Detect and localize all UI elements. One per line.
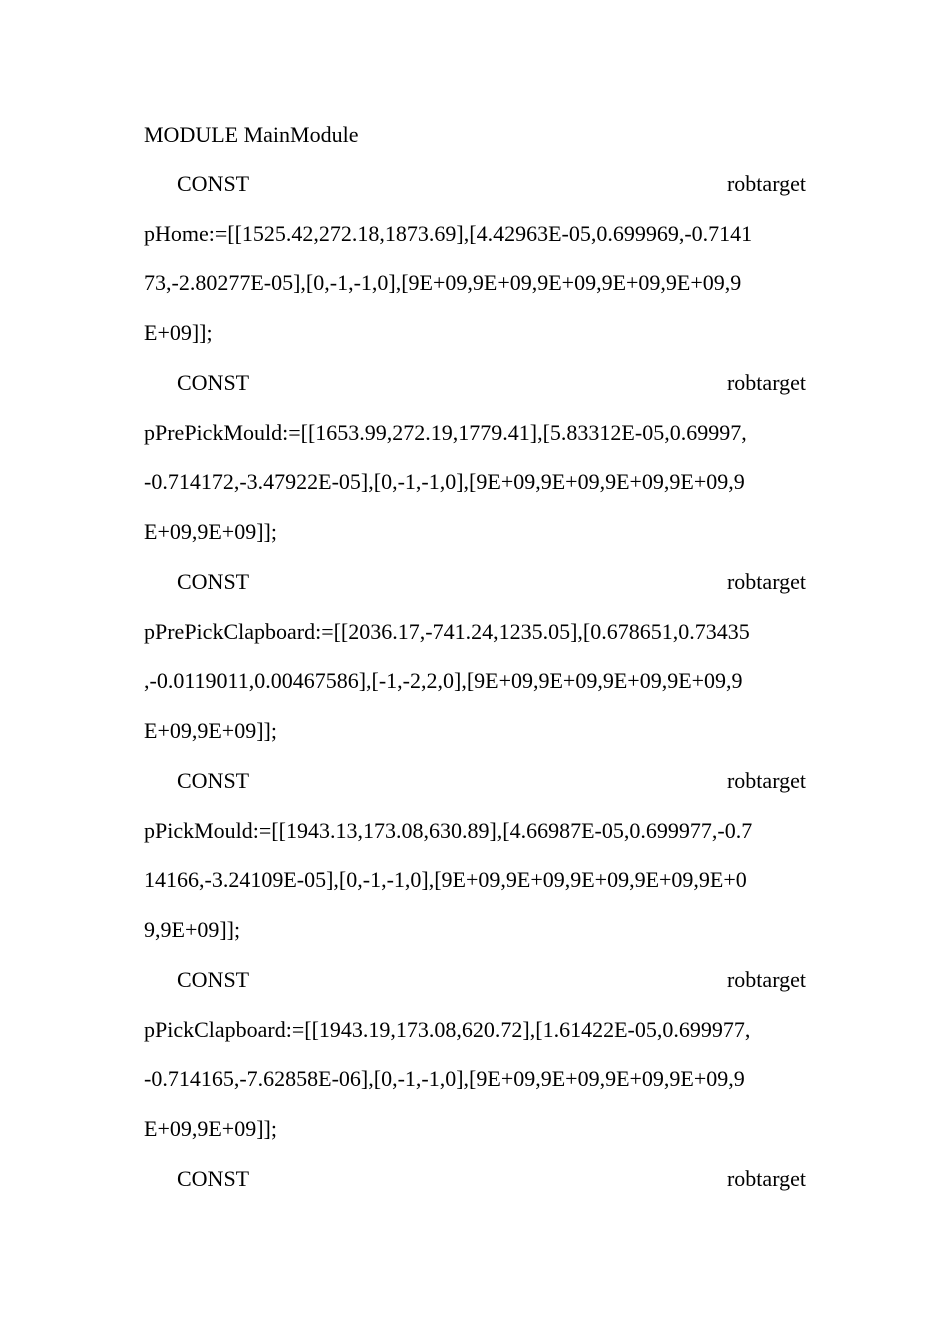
const-keyword: CONST (177, 768, 250, 793)
module-line: MODULE MainModule (144, 122, 359, 147)
const-keyword: CONST (177, 1166, 250, 1191)
type-keyword: robtarget (726, 967, 806, 992)
type-keyword: robtarget (726, 171, 806, 196)
const-keyword: CONST (177, 569, 250, 594)
declaration-line (144, 766, 806, 796)
code-line: pPickClapboard:=[[1943.19,173.08,620.72],[1.61422E-05,0.699977, (144, 1017, 751, 1042)
type-keyword: robtarget (726, 569, 806, 594)
code-line: 73,-2.80277E-05],[0,-1,-1,0],[9E+09,9E+09,9E+09,9E+09,9E+09,9 (144, 270, 742, 295)
declaration-line (144, 965, 806, 995)
code-line: 9,9E+09]]; (144, 917, 241, 942)
code-line: pPrePickClapboard:=[[2036.17,-741.24,1235.05],[0.678651,0.73435 (144, 619, 750, 644)
declaration-line (144, 567, 806, 597)
code-line: 14166,-3.24109E-05],[0,-1,-1,0],[9E+09,9E+09,9E+09,9E+09,9E+0 (144, 867, 747, 892)
code-line: E+09,9E+09]]; (144, 519, 277, 544)
code-line: -0.714165,-7.62858E-06],[0,-1,-1,0],[9E+09,9E+09,9E+09,9E+09,9 (144, 1066, 745, 1091)
const-keyword: CONST (177, 171, 250, 196)
type-keyword: robtarget (726, 768, 806, 793)
code-line: pHome:=[[1525.42,272.18,1873.69],[4.42963E-05,0.699969,-0.7141 (144, 221, 753, 246)
declaration-line (144, 1164, 806, 1194)
const-keyword: CONST (177, 967, 250, 992)
code-line: E+09,9E+09]]; (144, 1116, 277, 1141)
code-line: pPickMould:=[[1943.13,173.08,630.89],[4.66987E-05,0.699977,-0.7 (144, 818, 753, 843)
code-line: E+09]]; (144, 320, 213, 345)
type-keyword: robtarget (726, 370, 806, 395)
code-line: E+09,9E+09]]; (144, 718, 277, 743)
code-line: ,-0.0119011,0.00467586],[-1,-2,2,0],[9E+09,9E+09,9E+09,9E+09,9 (144, 668, 743, 693)
const-keyword: CONST (177, 370, 250, 395)
code-line: -0.714172,-3.47922E-05],[0,-1,-1,0],[9E+09,9E+09,9E+09,9E+09,9 (144, 469, 745, 494)
code-line: pPrePickMould:=[[1653.99,272.19,1779.41],[5.83312E-05,0.69997, (144, 420, 747, 445)
declaration-line (144, 169, 806, 199)
type-keyword: robtarget (726, 1166, 806, 1191)
declaration-line (144, 368, 806, 398)
